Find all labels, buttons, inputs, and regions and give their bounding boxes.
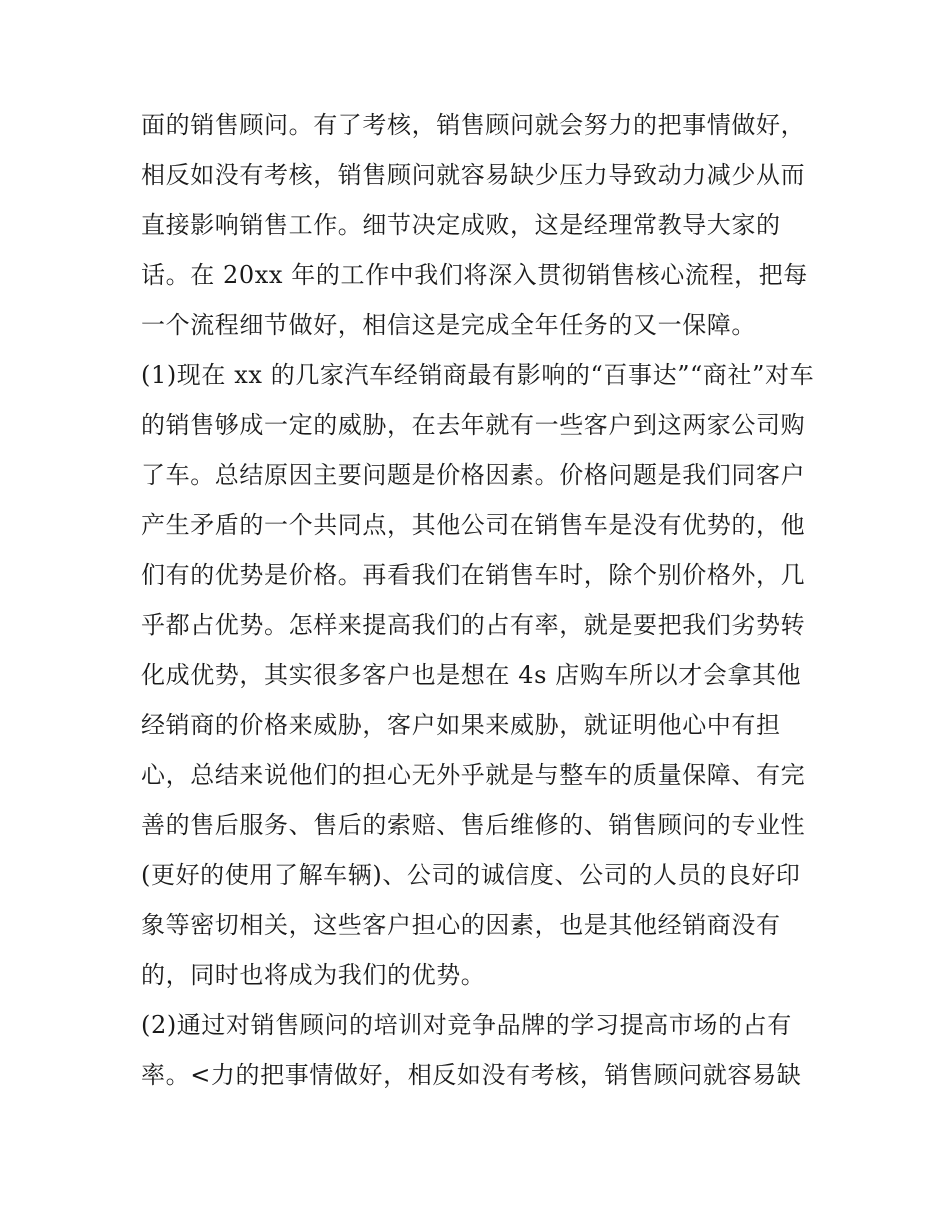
text-line-3: 直接影响销售工作。细节决定成败，这是经理常教导大家的 xyxy=(141,211,781,239)
text-line-9: 产生矛盾的一个共同点，其他公司在销售车是没有优势的，他 xyxy=(141,511,806,539)
text-line-6: (1)现在 xx 的几家汽车经销商最有影响的“百事达”“商社”对车 xyxy=(141,361,815,389)
text-line-17: 象等密切相关，这些客户担心的因素，也是其他经销商没有 xyxy=(141,911,781,939)
text-line-7: 的销售够成一定的威胁，在去年就有一些客户到这两家公司购 xyxy=(141,411,806,439)
text-line-12: 化成优势，其实很多客户也是想在 4s 店购车所以才会拿其他 xyxy=(141,661,802,689)
body-text xyxy=(141,100,821,1100)
text-line-8: 了车。总结原因主要问题是价格因素。价格问题是我们同客户 xyxy=(141,461,806,489)
text-line-14: 心，总结来说他们的担心无外乎就是与整车的质量保障、有完 xyxy=(141,761,806,789)
text-line-18: 的，同时也将成为我们的优势。 xyxy=(141,961,486,989)
text-line-5: 一个流程细节做好，相信这是完成全年任务的又一保障。 xyxy=(141,311,756,339)
text-line-19: (2)通过对销售顾问的培训对竞争品牌的学习提高市场的占有 xyxy=(141,1011,792,1039)
text-line-15: 善的售后服务、售后的索赔、售后维修的、销售顾问的专业性 xyxy=(141,811,806,839)
text-line-16: (更好的使用了解车辆)、公司的诚信度、公司的人员的良好印 xyxy=(141,861,801,889)
text-line-1: 面的销售顾问。有了考核，销售顾问就会努力的把事情做好， xyxy=(141,111,806,139)
text-line-13: 经销商的价格来威胁，客户如果来威胁，就证明他心中有担 xyxy=(141,711,781,739)
text-line-10: 们有的优势是价格。再看我们在销售车时，除个别价格外，几 xyxy=(141,561,806,589)
text-line-11: 乎都占优势。怎样来提高我们的占有率，就是要把我们劣势转 xyxy=(141,611,806,639)
text-line-20: 率。<力的把事情做好，相反如没有考核，销售顾问就容易缺 xyxy=(141,1061,802,1089)
text-line-2: 相反如没有考核，销售顾问就容易缺少压力导致动力减少从而 xyxy=(141,161,806,189)
text-line-4: 话。在 20xx 年的工作中我们将深入贯彻销售核心流程，把每 xyxy=(141,261,808,289)
